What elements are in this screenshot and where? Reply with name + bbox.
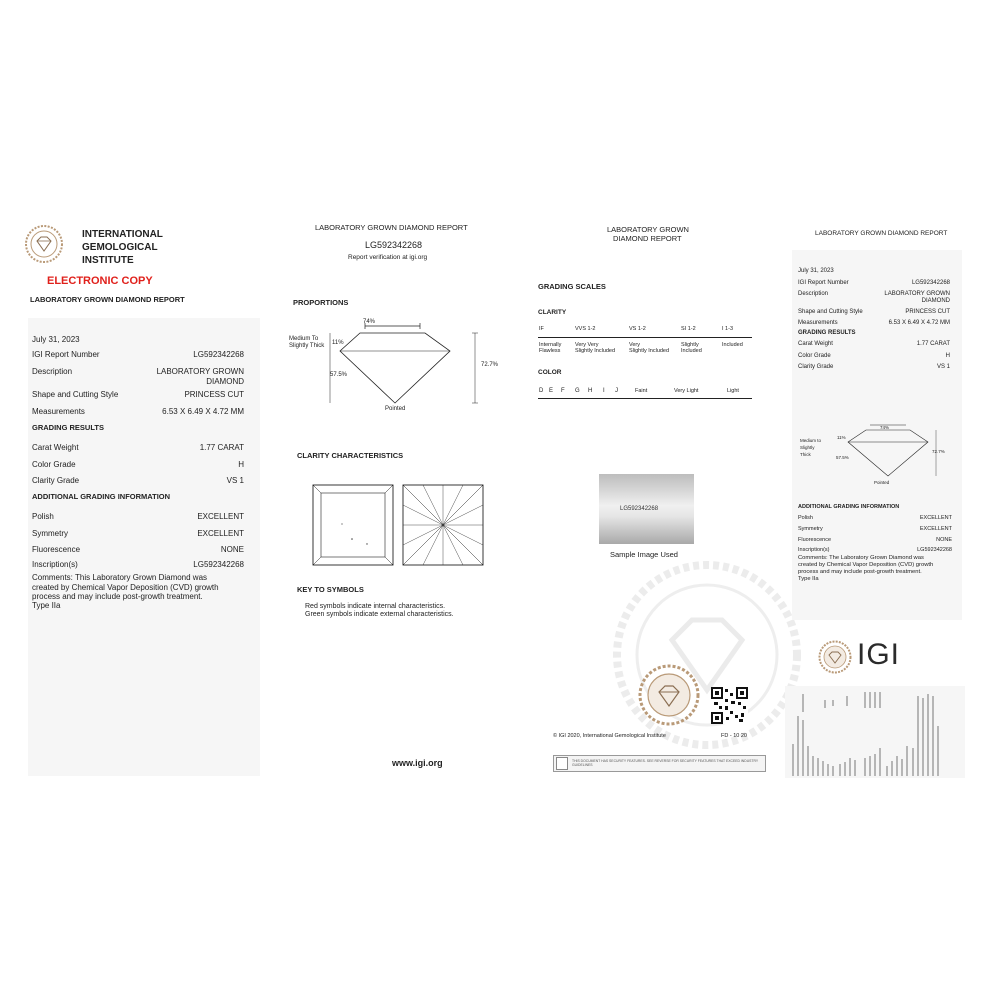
row-label: Fluorescence <box>798 537 832 543</box>
org-name-line3: INSTITUTE <box>82 255 134 266</box>
clarity-characteristics-heading: CLARITY CHARACTERISTICS <box>297 451 404 460</box>
col4-grading-results-heading: GRADING RESULTS <box>798 330 856 336</box>
row-value: DIAMOND <box>206 377 244 386</box>
row-label: Carat Weight <box>798 341 833 347</box>
row-color <box>32 460 244 469</box>
form-code: FD - 10 20 <box>721 733 747 739</box>
col4-table-pct: 74% <box>880 425 890 430</box>
row-value: H <box>945 353 950 359</box>
col4-report-title: LABORATORY GROWN DIAMOND REPORT <box>815 230 948 237</box>
clarity-grade-vvs: VVS 1-2 <box>575 326 596 332</box>
col4-pavilion-pct: 57.5% <box>836 455 849 460</box>
row-inscription <box>32 560 244 569</box>
color-grade-j: J <box>615 388 618 394</box>
row-label: Symmetry <box>798 526 823 532</box>
igi-seal-stamp <box>638 664 700 726</box>
row-label: Inscription(s) <box>798 547 830 553</box>
website-footer: www.igi.org <box>392 758 443 768</box>
additional-info-heading: ADDITIONAL GRADING INFORMATION <box>32 492 171 501</box>
row-label: Clarity Grade <box>32 476 80 485</box>
row-label: Measurements <box>798 320 838 326</box>
col4-row-inscription <box>798 547 952 553</box>
col4-girdle-label-3: Thick <box>800 452 811 457</box>
color-grade-g: G <box>575 388 580 394</box>
igi-logo-text: IGI <box>857 638 901 671</box>
pavilion-pct: 57.5% <box>330 372 348 378</box>
row-value: EXCELLENT <box>197 512 244 521</box>
row-report-number <box>32 350 244 359</box>
proportions-diagram <box>320 318 490 418</box>
row-description <box>32 367 244 376</box>
color-grade-h: H <box>588 388 593 394</box>
row-value: LG592342268 <box>193 560 244 569</box>
clarity-grade-vs: VS 1-2 <box>629 326 646 332</box>
row-polish <box>32 512 244 521</box>
clarity-scale-rule <box>538 337 752 338</box>
row-label: Shape and Cutting Style <box>32 390 119 399</box>
culet-label: Pointed <box>385 406 406 412</box>
col4-row-symmetry <box>798 526 952 532</box>
col3-title-line2: DIAMOND REPORT <box>613 234 682 243</box>
clarity-desc-vs-1: Very <box>629 342 641 348</box>
col4-girdle-label-1: Medium to <box>800 438 822 443</box>
color-grade-d: D <box>539 388 544 394</box>
row-value: LG592342268 <box>193 350 244 359</box>
key-line1: Red symbols indicate internal characteristics. <box>305 603 446 610</box>
clarity-plot-crown <box>312 484 394 566</box>
color-grade-f: F <box>561 388 565 394</box>
row-value: LABORATORY GROWN <box>156 367 244 376</box>
clarity-desc-si-1: Slightly <box>681 342 699 348</box>
row-value: VS 1 <box>936 364 950 370</box>
row-label: Polish <box>32 512 54 521</box>
grading-results-heading: GRADING RESULTS <box>32 423 104 432</box>
row-value: LG592342268 <box>911 280 950 286</box>
sample-image-caption: Sample Image Used <box>610 550 678 559</box>
row-value: VS 1 <box>226 476 244 485</box>
col4-row-report-number <box>798 280 950 286</box>
row-label: Polish <box>798 515 813 521</box>
col3-title-line1: LABORATORY GROWN <box>607 225 689 234</box>
row-label: Color Grade <box>798 353 831 359</box>
row-description-cont <box>32 377 244 386</box>
row-label: Description <box>32 367 73 376</box>
color-desc-very-light: Very Light <box>674 388 699 394</box>
comments-line4: Type IIa <box>32 601 61 610</box>
report-date: July 31, 2023 <box>32 335 80 344</box>
key-to-symbols-heading: KEY TO SYMBOLS <box>297 585 364 594</box>
row-label: Shape and Cutting Style <box>798 309 863 315</box>
col4-row-color <box>798 353 950 359</box>
row-measurements <box>32 407 244 416</box>
row-value: DIAMOND <box>921 298 950 304</box>
col2-verification: Report verification at igi.org <box>348 254 428 261</box>
col4-row-description-cont <box>798 298 950 304</box>
row-value: PRINCESS CUT <box>184 390 244 399</box>
col4-row-polish <box>798 515 952 521</box>
clarity-desc-vvs-2: Slightly Included <box>575 348 616 354</box>
grading-scales-heading: GRADING SCALES <box>538 282 606 291</box>
row-fluorescence <box>32 545 244 554</box>
org-name-line1: INTERNATIONAL <box>82 229 163 240</box>
security-strip-text: THIS DOCUMENT HAS SECURITY FEATURES. SEE REVERSE FOR SECURITY FEATURES THAT EXCEED INDUSTRY GUIDELINES <box>572 759 759 768</box>
qr-code <box>711 687 748 724</box>
row-value: LG592342268 <box>917 547 952 553</box>
clarity-plot-pavilion <box>402 484 484 566</box>
row-value: EXCELLENT <box>197 529 244 538</box>
comments-line2: created by Chemical Vapor Deposition (CVD) growth <box>32 583 219 592</box>
igi-logo-seal <box>818 640 852 674</box>
girdle-label-2: Slightly Thick <box>289 343 325 349</box>
col4-comments-line3: process and may include post-growth treatment. <box>798 569 922 575</box>
security-strip-icon <box>556 757 568 770</box>
depth-pct: 72.7% <box>481 362 499 368</box>
color-grade-e: E <box>549 388 554 394</box>
col4-row-carat <box>798 341 950 347</box>
clarity-grade-i: I 1-3 <box>722 326 734 332</box>
row-shape <box>32 390 244 399</box>
col4-comments-line1: Comments: The Laboratory Grown Diamond was <box>798 555 924 561</box>
row-label: IGI Report Number <box>798 280 849 286</box>
copyright-footer: © IGI 2020, International Gemological Institute <box>553 733 666 739</box>
col4-culet-label: Pointed <box>874 480 890 485</box>
row-value: NONE <box>936 537 952 543</box>
col4-crown-pct: 11% <box>837 435 846 440</box>
row-value: LABORATORY GROWN <box>884 291 950 297</box>
row-label: Fluorescence <box>32 545 81 554</box>
row-value: 6.53 X 6.49 X 4.72 MM <box>888 320 950 326</box>
crown-pct: 11% <box>332 340 344 346</box>
clarity-scale-label: CLARITY <box>538 309 567 316</box>
clarity-desc-si-2: Included <box>681 348 702 354</box>
col4-comments-line4: Type IIa <box>798 576 819 582</box>
col4-row-measurements <box>798 320 950 326</box>
electronic-copy-label: ELECTRONIC COPY <box>47 275 153 287</box>
comments-line1: Comments: This Laboratory Grown Diamond was <box>32 573 208 582</box>
clarity-desc-i-1: Included <box>722 342 743 348</box>
col4-depth-pct: 72.7% <box>932 449 945 454</box>
col4-row-description <box>798 291 950 297</box>
color-grade-i: I <box>603 388 605 394</box>
row-label: Measurements <box>32 407 85 416</box>
row-label: Inscription(s) <box>32 560 78 569</box>
row-value: EXCELLENT <box>919 526 952 532</box>
col4-row-clarity <box>798 364 950 370</box>
col4-row-fluorescence <box>798 537 952 543</box>
row-value: 1.77 CARAT <box>199 443 244 452</box>
col4-girdle-label-2: Slightly <box>800 445 815 450</box>
clarity-desc-if-2: Flawless <box>539 348 561 354</box>
igi-seal-logo <box>24 224 64 264</box>
org-name-line2: GEMOLOGICAL <box>82 242 158 253</box>
col4-comments-line2: created by Chemical Vapor Deposition (CVD) growth <box>798 562 934 568</box>
proportions-heading: PROPORTIONS <box>293 298 349 307</box>
row-label: Carat Weight <box>32 443 79 452</box>
color-scale-label: COLOR <box>538 369 562 376</box>
row-value: 1.77 CARAT <box>916 341 950 347</box>
girdle-label-1: Medium To <box>289 336 319 342</box>
key-line2: Green symbols indicate external characteristics. <box>305 611 454 618</box>
report-title: LABORATORY GROWN DIAMOND REPORT <box>30 295 185 304</box>
col4-row-shape <box>798 309 950 315</box>
color-scale-rule <box>538 398 752 399</box>
row-symmetry <box>32 529 244 538</box>
clarity-grade-si: SI 1-2 <box>681 326 696 332</box>
color-desc-faint: Faint <box>635 388 648 394</box>
clarity-desc-vvs-1: Very Very <box>575 342 599 348</box>
sample-inscription-text: LG592342268 <box>620 506 659 512</box>
col2-report-title: LABORATORY GROWN DIAMOND REPORT <box>315 223 468 232</box>
rotated-report-lines <box>785 686 965 778</box>
clarity-grade-if: IF <box>539 326 544 332</box>
clarity-desc-vs-2: Slightly Included <box>629 348 670 354</box>
row-label: Clarity Grade <box>798 364 834 370</box>
row-label: Color Grade <box>32 460 76 469</box>
row-value: 6.53 X 6.49 X 4.72 MM <box>162 407 244 416</box>
color-desc-light: Light <box>727 388 739 394</box>
row-label: IGI Report Number <box>32 350 100 359</box>
row-carat <box>32 443 244 452</box>
row-clarity <box>32 476 244 485</box>
col2-report-number: LG592342268 <box>365 240 423 250</box>
row-label: Description <box>798 291 829 297</box>
col4-additional-heading: ADDITIONAL GRADING INFORMATION <box>798 504 900 510</box>
col4-date: July 31, 2023 <box>798 268 834 274</box>
row-value: EXCELLENT <box>919 515 952 521</box>
row-label: Symmetry <box>32 529 68 538</box>
row-value: PRINCESS CUT <box>905 309 950 315</box>
comments-line3: process and may include post-growth treatment. <box>32 592 203 601</box>
clarity-desc-if-1: Internally <box>539 342 562 348</box>
table-pct: 74% <box>363 319 376 325</box>
row-value: NONE <box>220 545 244 554</box>
row-value: H <box>238 460 244 469</box>
